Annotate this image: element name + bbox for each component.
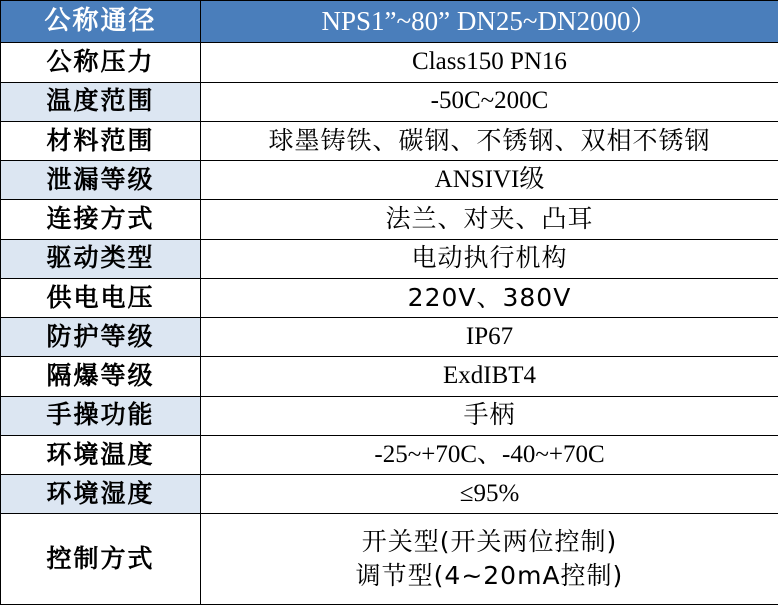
table-row <box>1 121 778 160</box>
row-label: 环境湿度 <box>1 475 201 514</box>
row-label: 温度范围 <box>1 82 201 121</box>
row-value-lines <box>205 525 774 593</box>
row-label: 材料范围 <box>1 121 201 160</box>
row-value: ANSIVI级 <box>201 161 778 200</box>
row-value <box>201 514 778 605</box>
table-row <box>1 357 778 396</box>
table-row <box>1 278 778 317</box>
row-value-line: 调节型(4~20mA控制) <box>355 561 624 591</box>
table-row <box>1 82 778 121</box>
row-label: 控制方式 <box>1 514 201 605</box>
table-body <box>1 1 778 605</box>
table-row <box>1 161 778 200</box>
row-value: 球墨铸铁、碳钢、不锈钢、双相不锈钢 <box>201 121 778 160</box>
row-value: 法兰、对夹、凸耳 <box>201 200 778 239</box>
row-value: ExdIBT4 <box>201 357 778 396</box>
row-value: 220V、380V <box>201 278 778 317</box>
table-row <box>1 396 778 435</box>
row-value: NPS1”~80” DN25~DN2000） <box>201 1 778 43</box>
row-label: 隔爆等级 <box>1 357 201 396</box>
row-label: 公称压力 <box>1 43 201 82</box>
table-row <box>1 200 778 239</box>
row-value: 电动执行机构 <box>201 239 778 278</box>
row-label: 供电电压 <box>1 278 201 317</box>
table-row <box>1 475 778 514</box>
row-label: 防护等级 <box>1 318 201 357</box>
row-value-line: 开关型(开关两位控制) <box>361 527 618 557</box>
row-label: 手操功能 <box>1 396 201 435</box>
row-value: 手柄 <box>201 396 778 435</box>
row-label: 连接方式 <box>1 200 201 239</box>
table-row <box>1 1 778 43</box>
row-label: 驱动类型 <box>1 239 201 278</box>
row-label: 环境温度 <box>1 435 201 474</box>
row-value: -25~+70C、-40~+70C <box>201 435 778 474</box>
row-value: -50C~200C <box>201 82 778 121</box>
table-row <box>1 318 778 357</box>
row-label: 公称通径 <box>1 1 201 43</box>
table-row <box>1 514 778 605</box>
table-row <box>1 43 778 82</box>
row-value: Class150 PN16 <box>201 43 778 82</box>
row-value: IP67 <box>201 318 778 357</box>
table-row <box>1 435 778 474</box>
row-label: 泄漏等级 <box>1 161 201 200</box>
row-value: ≤95% <box>201 475 778 514</box>
table-row <box>1 239 778 278</box>
